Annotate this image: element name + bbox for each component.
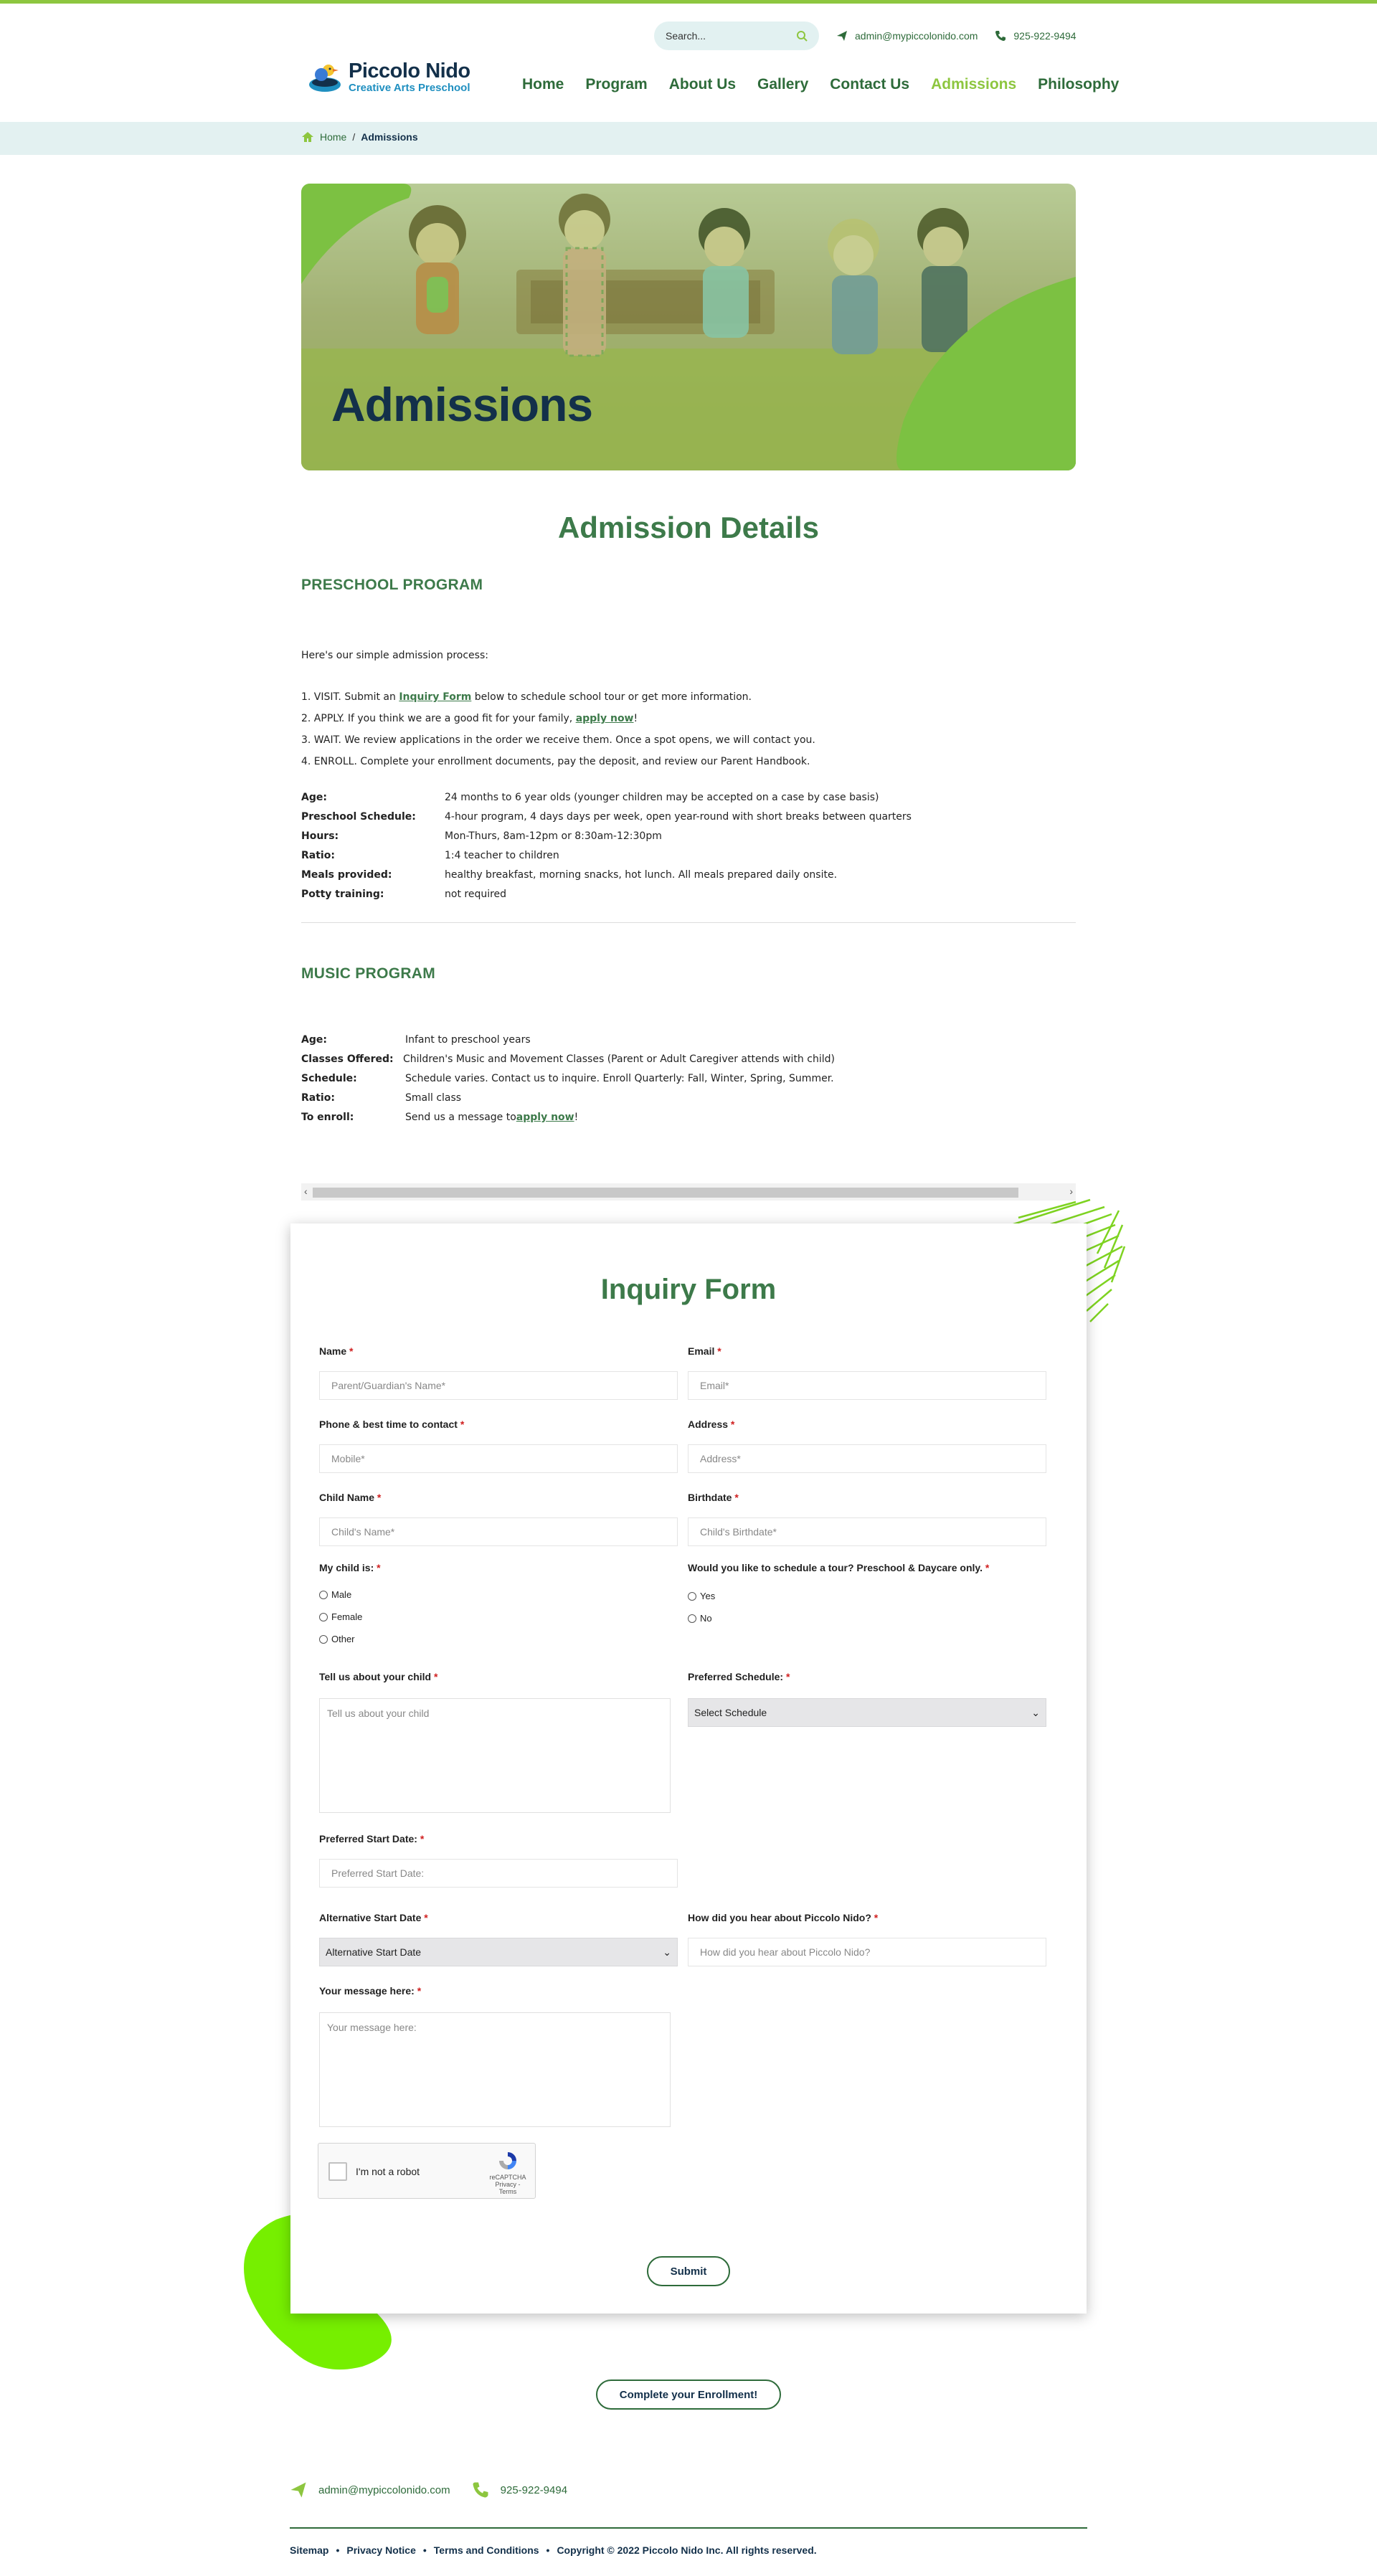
step-enroll <box>301 756 815 777</box>
footer-bullet: • <box>336 2544 340 2556</box>
footer-email-link[interactable] <box>290 2481 450 2499</box>
detail-value: 1:4 teacher to children <box>445 850 559 861</box>
radio-label: Female <box>331 1611 363 1622</box>
detail-key: Age: <box>301 792 327 803</box>
nav-gallery[interactable]: Gallery <box>757 76 809 93</box>
footer-links <box>290 2544 817 2556</box>
required-mark: * <box>730 1419 735 1430</box>
alt-date-label <box>319 1912 428 1923</box>
detail-key: Meals provided: <box>301 869 392 881</box>
chevron-down-icon: ⌄ <box>663 1946 671 1958</box>
nav-philosophy[interactable]: Philosophy <box>1038 76 1120 93</box>
child-name-input[interactable]: Child's Name* <box>319 1517 678 1546</box>
logo-name: Piccolo Nido <box>349 59 470 82</box>
preschool-details <box>301 792 912 908</box>
inquiry-form-card <box>290 1223 1087 2314</box>
hero-banner <box>301 184 1076 470</box>
nav-contact-us[interactable]: Contact Us <box>830 76 910 93</box>
step-apply <box>301 713 815 734</box>
footer-divider <box>290 2527 1087 2529</box>
schedule-select[interactable] <box>688 1698 1046 1727</box>
detail-row <box>301 850 912 869</box>
top-accent-line <box>0 0 1377 4</box>
required-mark: * <box>460 1419 465 1430</box>
radio-label: Other <box>331 1634 355 1644</box>
label-text: Would you like to schedule a tour? Preschool & Daycare only. <box>688 1562 983 1573</box>
search-placeholder: Search... <box>666 30 706 42</box>
name-label <box>319 1345 353 1357</box>
logo-tagline: Creative Arts Preschool <box>349 81 470 94</box>
logo-text <box>349 60 470 94</box>
start-date-input[interactable]: Preferred Start Date: <box>319 1859 678 1888</box>
nav-admissions[interactable]: Admissions <box>931 76 1017 93</box>
complete-enrollment-button[interactable]: Complete your Enrollment! <box>596 2380 781 2410</box>
radio-label: Yes <box>700 1591 716 1601</box>
radio-circle[interactable] <box>319 1613 328 1621</box>
message-label <box>319 1985 421 1997</box>
footer-phone-link[interactable] <box>472 2481 567 2499</box>
detail-value: Infant to preschool years <box>405 1034 531 1046</box>
hear-input[interactable]: How did you hear about Piccolo Nido? <box>688 1938 1046 1966</box>
birthdate-label <box>688 1492 739 1503</box>
schedule-label <box>688 1671 790 1682</box>
detail-key: Ratio: <box>301 1092 335 1104</box>
select-value: Select Schedule <box>694 1707 767 1718</box>
scroll-left-arrow-icon[interactable]: ‹ <box>304 1185 308 1197</box>
nav-home[interactable]: Home <box>522 76 564 93</box>
hear-label <box>688 1912 878 1923</box>
step-text: ! <box>633 713 638 724</box>
required-mark: * <box>417 1985 422 1997</box>
detail-key: Schedule: <box>301 1073 357 1084</box>
footer-email-text: admin@mypiccolonido.com <box>318 2483 450 2496</box>
gender-label <box>319 1562 381 1573</box>
radio-label: No <box>700 1613 712 1624</box>
label-text: Phone & best time to contact <box>319 1419 458 1430</box>
address-label <box>688 1419 734 1430</box>
gender-radio-male[interactable] <box>319 1589 351 1600</box>
search-icon[interactable] <box>796 30 808 42</box>
paper-plane-icon <box>836 30 848 42</box>
hero-title: Admissions <box>331 378 593 431</box>
main-nav <box>522 76 1119 93</box>
footer-link-terms[interactable]: Terms and Conditions <box>433 2544 539 2556</box>
label-text: Email <box>688 1345 715 1357</box>
phone-label <box>319 1419 464 1430</box>
detail-row <box>301 1073 835 1092</box>
bird-nest-logo-icon <box>307 59 343 95</box>
detail-row <box>301 811 912 830</box>
detail-value: 24 months to 6 year olds (younger children may be accepted on a case by case basis) <box>445 792 879 803</box>
required-mark: * <box>717 1345 721 1357</box>
radio-circle[interactable] <box>319 1635 328 1644</box>
scroll-right-arrow-icon[interactable]: › <box>1069 1185 1073 1197</box>
tell-label <box>319 1671 437 1682</box>
email-input[interactable]: Email* <box>688 1371 1046 1400</box>
tell-textarea[interactable]: Tell us about your child <box>319 1698 671 1813</box>
label-text: Preferred Start Date: <box>319 1833 417 1845</box>
label-text: Tell us about your child <box>319 1671 432 1682</box>
step-text: 1. VISIT. Submit an <box>301 691 399 703</box>
horizontal-scrollbar[interactable] <box>301 1183 1076 1201</box>
step-text: below to schedule school tour or get more information. <box>471 691 752 703</box>
detail-key: Potty training: <box>301 889 384 900</box>
breadcrumb-bar <box>0 122 1377 155</box>
birthdate-input[interactable]: Child's Birthdate* <box>688 1517 1046 1546</box>
detail-key: Ratio: <box>301 850 335 861</box>
label-text: Preferred Schedule: <box>688 1671 784 1682</box>
email-label <box>688 1345 721 1357</box>
required-mark: * <box>377 1492 382 1503</box>
required-mark: * <box>433 1671 438 1682</box>
music-apply-now-link[interactable]: apply now <box>516 1112 574 1123</box>
detail-value: Send us a message to <box>405 1112 516 1123</box>
required-mark: * <box>874 1912 879 1923</box>
detail-value: 4-hour program, 4 days days per week, open year-round with short breaks between quarters <box>445 811 912 823</box>
step-text: 4. ENROLL. Complete your enrollment documents, pay the deposit, and review our Parent Handbook. <box>301 756 810 767</box>
footer-link-sitemap[interactable]: Sitemap <box>290 2544 329 2556</box>
message-textarea[interactable]: Your message here: <box>319 2012 671 2127</box>
tour-label <box>688 1562 989 1573</box>
site-logo[interactable] <box>307 59 470 95</box>
breadcrumb-separator: / <box>352 131 356 143</box>
detail-key: Hours: <box>301 830 339 842</box>
footer-phone-text: 925-922-9494 <box>500 2483 568 2496</box>
detail-row <box>301 1092 835 1112</box>
nav-about-us[interactable]: About Us <box>668 76 737 93</box>
detail-value: Small class <box>405 1092 462 1104</box>
label-text: How did you hear about Piccolo Nido? <box>688 1912 871 1923</box>
required-mark: * <box>377 1562 381 1573</box>
detail-value: Children's Music and Movement Classes (Parent or Adult Caregiver attends with child) <box>403 1053 835 1065</box>
label-text: Alternative Start Date <box>319 1912 422 1923</box>
step-text: 2. APPLY. If you think we are a good fit for your family, <box>301 713 576 724</box>
select-value: Alternative Start Date <box>326 1946 422 1958</box>
music-program-title: MUSIC PROGRAM <box>301 965 436 982</box>
footer-contact <box>290 2481 567 2499</box>
detail-value: not required <box>445 889 507 900</box>
recaptcha-label: I'm not a robot <box>356 2166 420 2177</box>
breadcrumb-current: Admissions <box>361 131 418 143</box>
search-input[interactable] <box>654 22 819 50</box>
child-name-label <box>319 1492 381 1503</box>
scrollbar-thumb[interactable] <box>313 1188 1018 1198</box>
detail-row <box>301 869 912 889</box>
required-mark: * <box>785 1671 790 1682</box>
recaptcha-logo <box>488 2149 528 2195</box>
detail-value: Schedule varies. Contact us to inquire. Enroll Quarterly: Fall, Winter, Spring, Summer. <box>405 1073 834 1084</box>
recaptcha-brand: reCAPTCHA <box>489 2174 526 2181</box>
step-wait <box>301 734 815 756</box>
detail-row <box>301 1053 835 1073</box>
label-text: Your message here: <box>319 1985 415 1997</box>
detail-key: To enroll: <box>301 1112 354 1123</box>
footer-bullet: • <box>422 2544 427 2556</box>
header-phone-text: 925-922-9494 <box>1013 30 1076 42</box>
detail-key: Age: <box>301 1034 327 1046</box>
admission-intro: Here's our simple admission process: <box>301 650 488 661</box>
radio-circle[interactable] <box>319 1591 328 1599</box>
inquiry-form-title: Inquiry Form <box>600 1274 777 1305</box>
utility-bar <box>654 22 1076 50</box>
breadcrumb-home[interactable]: Home <box>320 131 347 143</box>
recaptcha-widget <box>318 2143 536 2199</box>
tour-radio-no[interactable] <box>688 1613 712 1624</box>
recaptcha-checkbox[interactable] <box>328 2162 347 2181</box>
gender-radio-female[interactable] <box>319 1611 362 1622</box>
inquiry-form-link[interactable]: Inquiry Form <box>399 691 472 703</box>
breadcrumb <box>301 131 418 143</box>
section-divider <box>301 922 1076 923</box>
detail-value: ! <box>574 1112 579 1123</box>
required-mark: * <box>424 1912 428 1923</box>
music-details <box>301 1034 835 1131</box>
submit-button[interactable]: Submit <box>647 2256 730 2286</box>
phone-icon <box>995 30 1006 42</box>
detail-key: Preschool Schedule: <box>301 811 416 823</box>
step-text: 3. WAIT. We review applications in the order we receive them. Once a spot opens, we will contact you. <box>301 734 815 746</box>
name-input[interactable]: Parent/Guardian's Name* <box>319 1371 678 1400</box>
start-date-label <box>319 1833 424 1845</box>
phone-icon <box>472 2481 489 2499</box>
label-text: Address <box>688 1419 729 1430</box>
detail-row <box>301 792 912 811</box>
header-phone-link[interactable] <box>995 30 1076 42</box>
radio-circle[interactable] <box>688 1592 696 1601</box>
tour-radio-yes[interactable] <box>688 1591 715 1601</box>
required-mark: * <box>734 1492 739 1503</box>
preschool-program-title: PRESCHOOL PROGRAM <box>301 577 483 593</box>
step-visit <box>301 691 815 713</box>
label-text: Birthdate <box>688 1492 732 1503</box>
label-text: Child Name <box>319 1492 375 1503</box>
label-text: My child is: <box>319 1562 374 1573</box>
recaptcha-icon <box>496 2149 519 2172</box>
detail-value: healthy breakfast, morning snacks, hot lunch. All meals prepared daily onsite. <box>445 869 838 881</box>
detail-value: Mon-Thurs, 8am-12pm or 8:30am-12:30pm <box>445 830 662 842</box>
admission-steps <box>301 691 815 777</box>
footer-bullet: • <box>546 2544 550 2556</box>
detail-row <box>301 1034 835 1053</box>
recaptcha-links[interactable]: Privacy - Terms <box>495 2181 521 2195</box>
detail-row <box>301 889 912 908</box>
footer-link-privacy[interactable]: Privacy Notice <box>346 2544 416 2556</box>
apply-now-link[interactable]: apply now <box>575 713 634 724</box>
radio-circle[interactable] <box>688 1614 696 1623</box>
alt-date-select[interactable] <box>319 1938 678 1966</box>
radio-label: Male <box>331 1589 352 1600</box>
address-input[interactable]: Address* <box>688 1444 1046 1473</box>
page-title: Admission Details <box>557 511 820 544</box>
chevron-down-icon: ⌄ <box>1031 1706 1040 1718</box>
paper-plane-icon <box>290 2481 307 2499</box>
required-mark: * <box>349 1345 354 1357</box>
header-email-link[interactable] <box>836 30 978 42</box>
required-mark: * <box>420 1833 425 1845</box>
detail-row <box>301 1112 835 1131</box>
footer-copyright: Copyright © 2022 Piccolo Nido Inc. All rights reserved. <box>557 2544 817 2556</box>
label-text: Name <box>319 1345 347 1357</box>
gender-radio-other[interactable] <box>319 1634 355 1644</box>
detail-row <box>301 830 912 850</box>
nav-program[interactable]: Program <box>585 76 648 93</box>
detail-key: Classes Offered: <box>301 1053 394 1065</box>
header-email-text: admin@mypiccolonido.com <box>855 30 978 42</box>
required-mark: * <box>985 1562 990 1573</box>
home-icon[interactable] <box>301 131 314 143</box>
phone-input[interactable]: Mobile* <box>319 1444 678 1473</box>
